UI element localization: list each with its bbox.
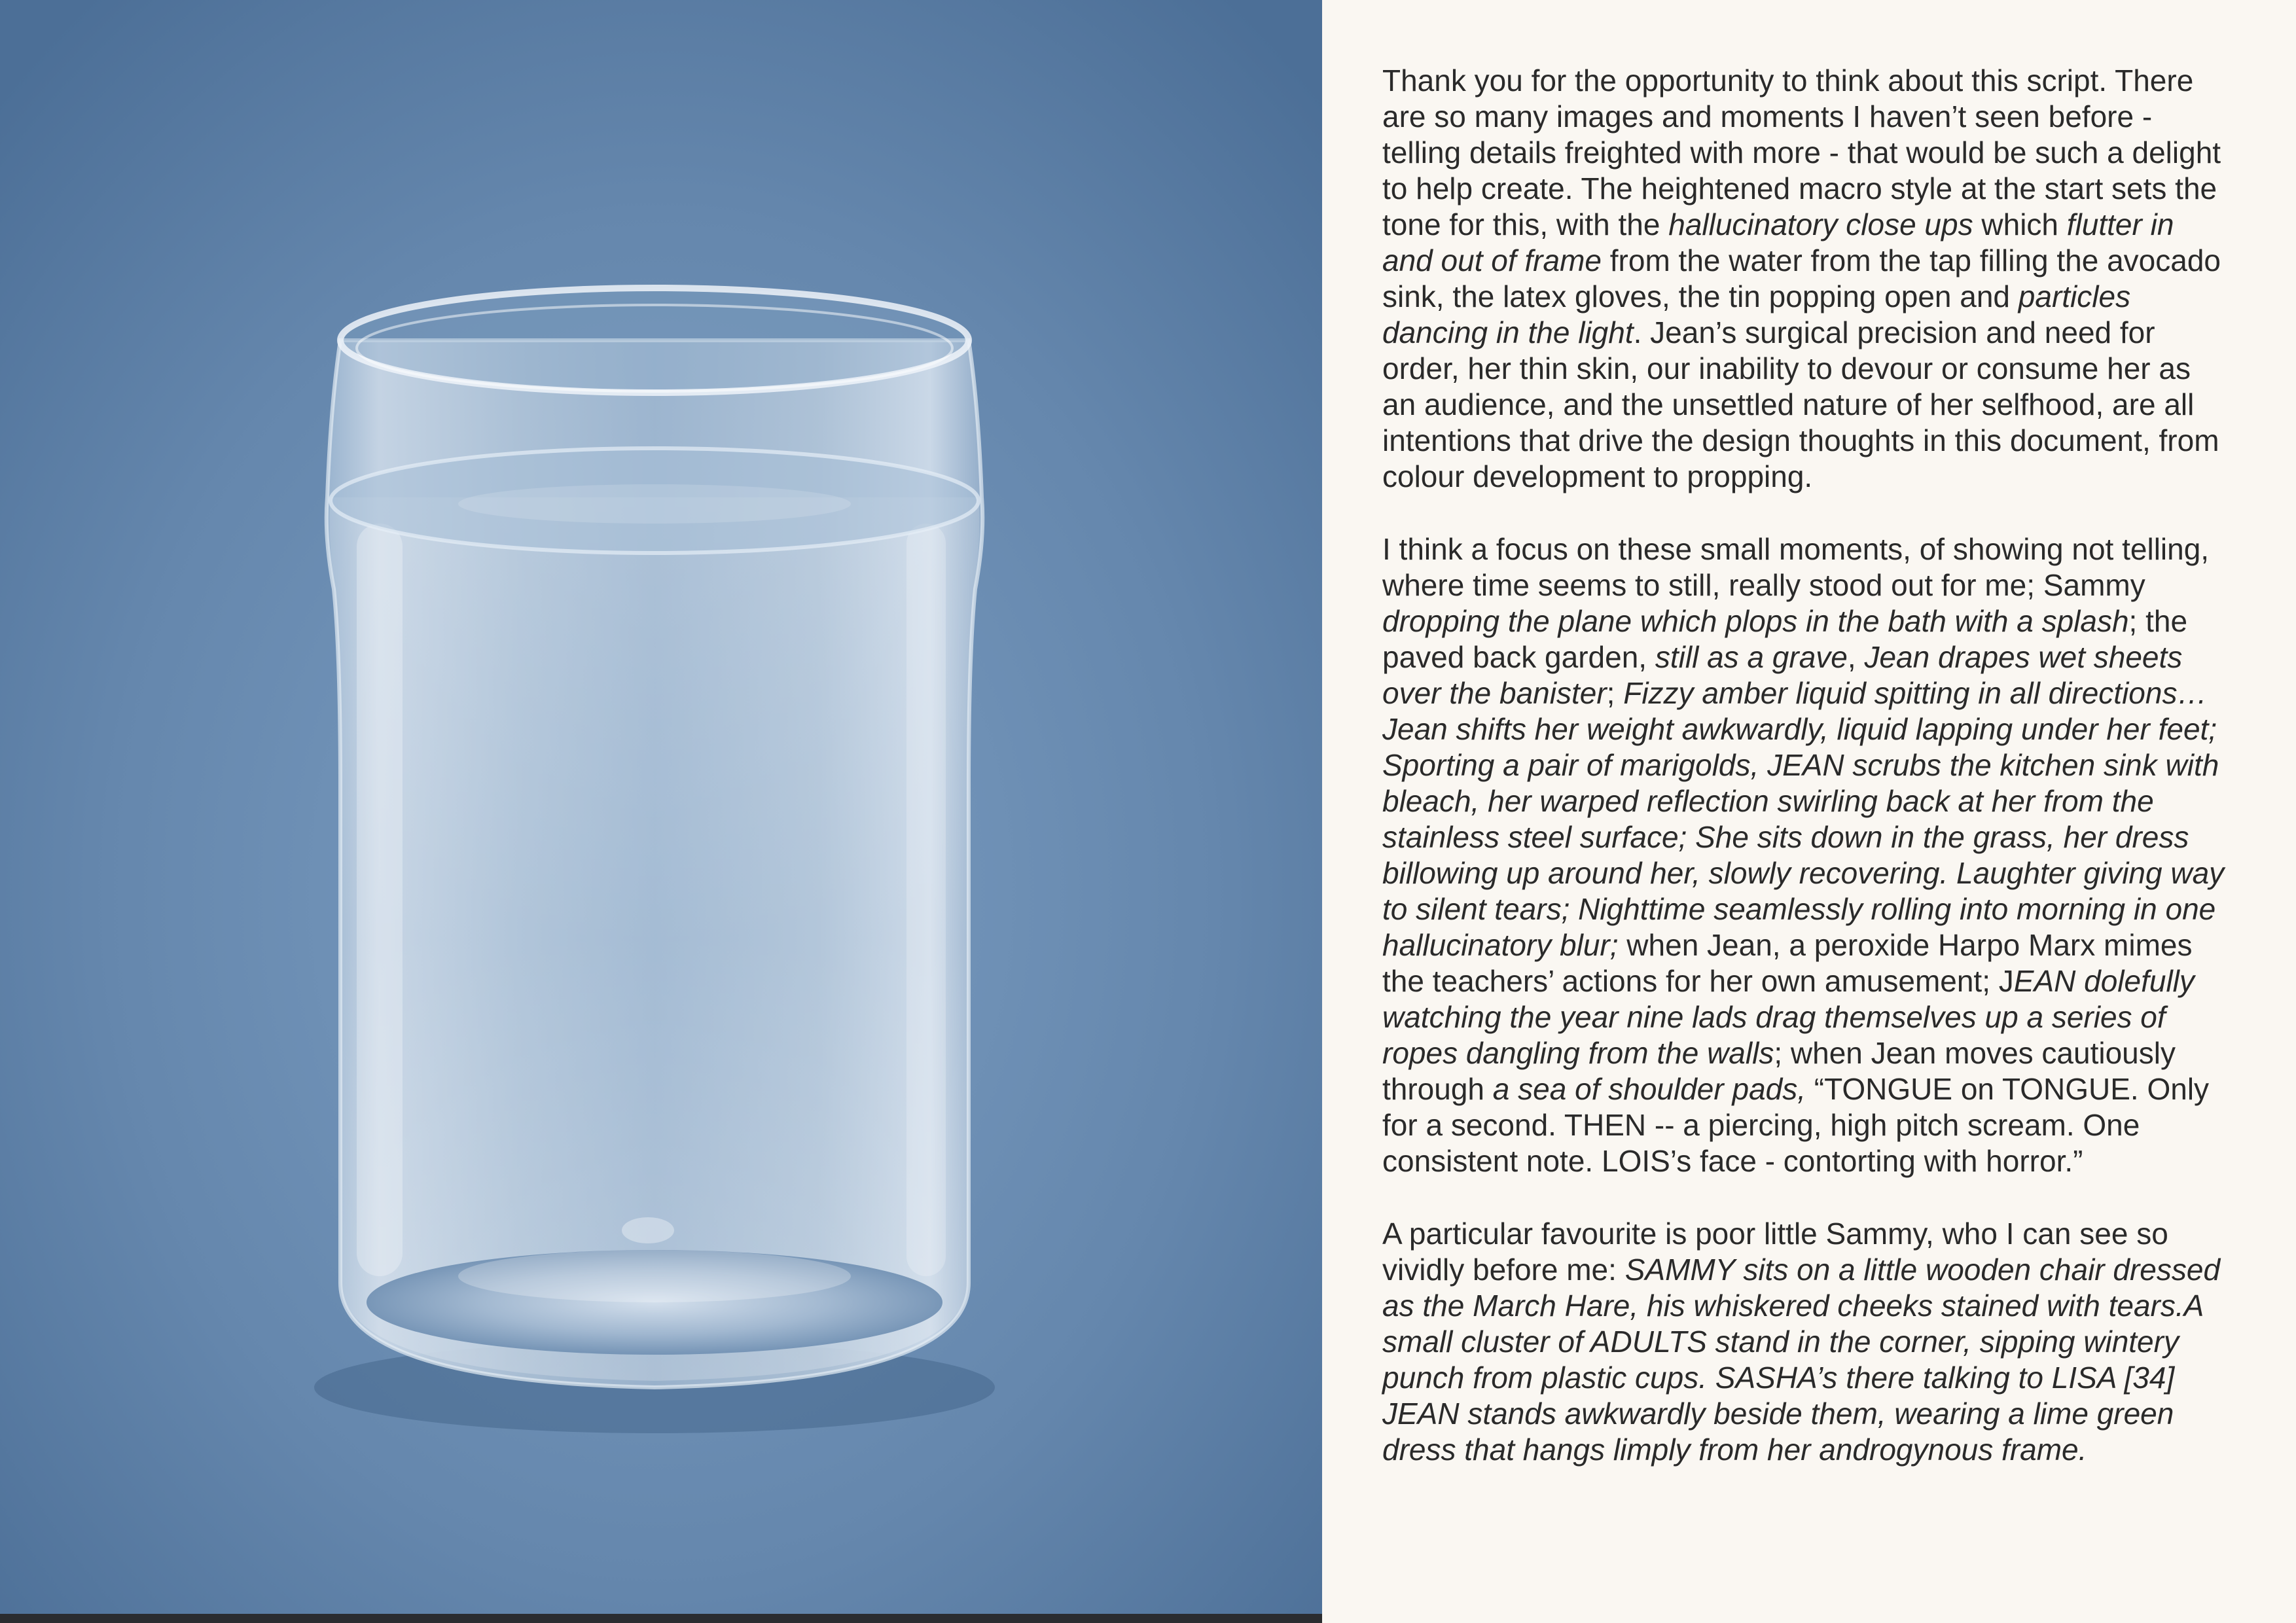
photo-bottom-bar xyxy=(0,1614,1322,1623)
italic-quote: SAMMY sits on a little wooden chair dressed as the March Hare, his whiskered cheeks stained with tears.A small cluster of ADULTS stand in the corner, sipping wintery punch from plastic cups. SASHA’s there talking to LISA [34] JEAN stands awkwardly beside them, wearing a lime green dress that hangs limply from her androgynous frame. xyxy=(1382,1253,2221,1467)
text-run: from the water from the tap filling the avocado sink, the latex gloves, the tin popping open and xyxy=(1382,243,2221,313)
italic-quote: dropping the plane which plops in the bath with a splash xyxy=(1382,604,2129,638)
italic-quote: EAN dolefully watching the year nine lads drag themselves up a series of ropes dangling from the walls xyxy=(1382,964,2195,1070)
text-run: ; the paved back garden, xyxy=(1382,604,2188,674)
paragraph-1 xyxy=(1382,63,2227,495)
italic-quote: Fizzy amber liquid spitting in all directions… Jean shifts her weight awkwardly, liquid lapping under her feet; Sporting a pair of marigolds, JEAN scrubs the kitchen sink with bleach, her warped reflection swirling back at her from the stainless steel surface; She sits down in the grass, her dress billowing up around her, slowly recovering. Laughter giving way to silent tears; Nighttime seamlessly rolling into morning in one hallucinatory blur; xyxy=(1382,676,2225,962)
text-run: , xyxy=(1847,640,1865,674)
paragraph-3 xyxy=(1382,1216,2227,1468)
italic-quote: still as a grave xyxy=(1655,640,1848,674)
italic-quote: Jean drapes wet sheets over the banister xyxy=(1382,640,2183,710)
text-run: . Jean’s surgical precision and need for order, her thin skin, our inability to devour or consume her as an audience, and the unsettled nature of her selfhood, are all intentions that drive the design thoughts in this document, from colour development to propping. xyxy=(1382,315,2219,493)
italic-quote: hallucinatory close ups xyxy=(1668,207,1973,241)
body-text xyxy=(1382,63,2227,1505)
text-run: A particular favourite is poor little Sammy, who I can see so vividly before me: xyxy=(1382,1217,2168,1287)
italic-quote: particles dancing in the light xyxy=(1382,279,2131,349)
text-run: which xyxy=(1973,207,2067,241)
paragraph-2 xyxy=(1382,531,2227,1179)
text-run: ; when Jean moves cautiously through xyxy=(1382,1036,2176,1106)
text-run: I think a focus on these small moments, of showing not telling, where time seems to still, really stood out for me; Sammy xyxy=(1382,532,2210,602)
text-run: Thank you for the opportunity to think about this script. There are so many images and moments I haven’t seen before - telling details freighted with more - that would be such a delight to help create. The heightened macro style at the start sets the tone for this, with the xyxy=(1382,63,2221,241)
italic-quote: a sea of shoulder pads, xyxy=(1492,1072,1806,1106)
italic-quote: flutter in and out of frame xyxy=(1382,207,2174,277)
text-run: “TONGUE on TONGUE. Only for a second. THEN -- a piercing, high pitch scream. One consistent note. LOIS’s face - contorting with horror.” xyxy=(1382,1072,2210,1178)
text-run: when Jean, a peroxide Harpo Marx mimes the teachers’ actions for her own amusement; J xyxy=(1382,928,2193,998)
text-run: ; xyxy=(1606,676,1624,710)
